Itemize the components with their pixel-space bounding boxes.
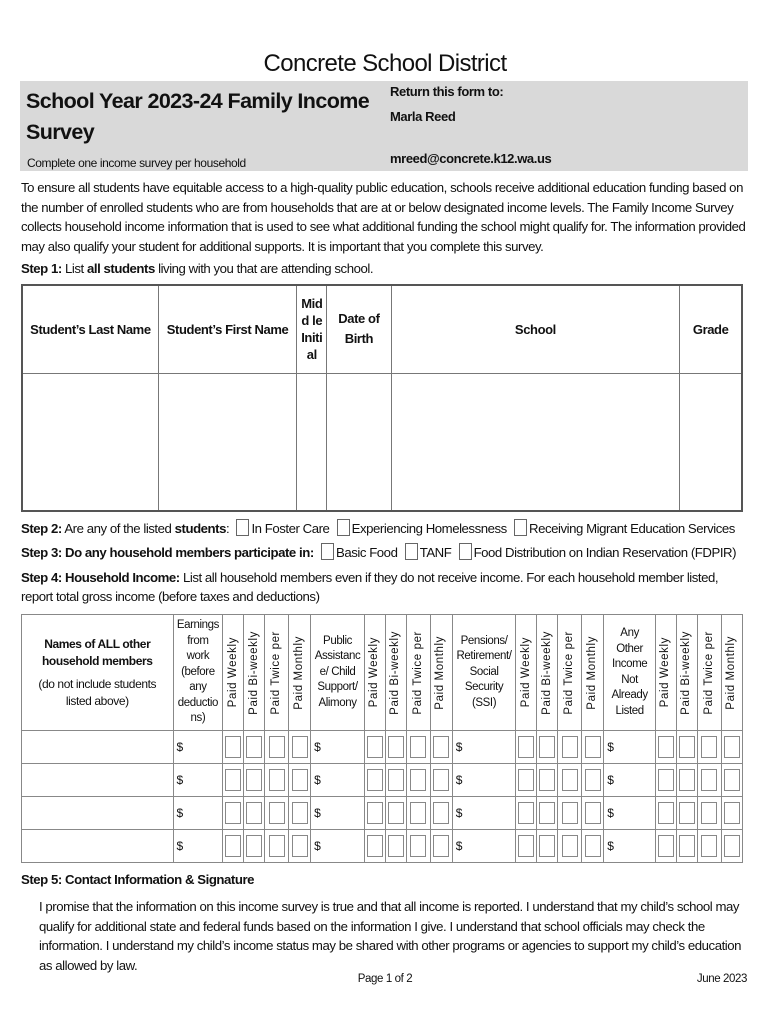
frequency-checkbox[interactable]	[724, 835, 740, 857]
frequency-checkbox[interactable]	[701, 802, 717, 824]
frequency-label: Paid Bi-weekly	[389, 630, 402, 715]
income-type-label: Any Other Income Not Already Listed	[611, 627, 648, 717]
income-amount-cell[interactable]: $	[452, 731, 516, 764]
frequency-cell	[244, 830, 265, 863]
frequency-cell	[364, 830, 385, 863]
step1-text-pre: List	[65, 261, 87, 276]
income-type-label: Public Assistance/ Child Support/ Alimony	[314, 634, 361, 709]
col-frequency	[721, 615, 742, 731]
frequency-checkbox[interactable]	[269, 835, 285, 857]
frequency-label: Paid Twice per	[269, 630, 282, 715]
frequency-checkbox[interactable]	[539, 835, 555, 857]
form-subtitle: Complete one income survey per household	[27, 156, 246, 170]
frequency-checkbox[interactable]	[724, 802, 740, 824]
frequency-checkbox[interactable]	[562, 802, 578, 824]
student-entry-cell[interactable]	[391, 373, 680, 511]
step1-text-post: living with you that are attending school.	[154, 261, 374, 276]
col-frequency	[406, 615, 430, 731]
step2-bold: students	[174, 521, 226, 536]
col-frequency	[582, 615, 604, 731]
income-amount-cell[interactable]: $	[311, 731, 365, 764]
frequency-label: Paid Twice per	[411, 630, 424, 715]
frequency-checkbox[interactable]	[433, 835, 449, 857]
frequency-checkbox[interactable]	[562, 769, 578, 791]
table-row	[22, 731, 743, 764]
frequency-cell	[676, 797, 697, 830]
col-dob-label: Date of Birth	[338, 311, 380, 347]
frequency-checkbox[interactable]	[585, 769, 601, 791]
frequency-cell	[430, 797, 452, 830]
step5-label	[21, 872, 254, 887]
income-table	[21, 614, 743, 863]
frequency-checkbox[interactable]	[292, 769, 308, 791]
frequency-cell	[406, 830, 430, 863]
frequency-cell	[582, 764, 604, 797]
frequency-checkbox[interactable]	[539, 769, 555, 791]
frequency-label: Paid Monthly	[292, 635, 305, 710]
frequency-checkbox[interactable]	[433, 802, 449, 824]
frequency-checkbox[interactable]	[225, 769, 241, 791]
frequency-cell	[364, 731, 385, 764]
student-entry-cell[interactable]	[158, 373, 296, 511]
foster-care-label: In Foster Care	[251, 521, 330, 536]
frequency-cell	[655, 764, 676, 797]
frequency-cell	[265, 830, 289, 863]
frequency-cell	[223, 731, 244, 764]
income-amount-cell[interactable]: $	[173, 797, 223, 830]
col-first-name: Student’s First Name	[158, 285, 296, 373]
income-amount-cell[interactable]: $	[311, 764, 365, 797]
col-household-names	[22, 615, 174, 731]
income-amount-cell[interactable]: $	[452, 764, 516, 797]
frequency-cell	[406, 764, 430, 797]
col-income-type	[173, 615, 223, 731]
frequency-cell	[244, 797, 265, 830]
frequency-checkbox[interactable]	[658, 802, 674, 824]
income-amount-cell[interactable]: $	[173, 764, 223, 797]
frequency-checkbox[interactable]	[433, 736, 449, 758]
migrant-checkbox[interactable]	[514, 519, 527, 536]
income-amount-cell[interactable]: $	[604, 731, 656, 764]
col-middle-initial	[297, 285, 327, 373]
step2-text: Are any of the listed	[61, 521, 175, 536]
frequency-checkbox[interactable]	[246, 736, 262, 758]
frequency-checkbox[interactable]	[701, 736, 717, 758]
frequency-checkbox[interactable]	[367, 835, 383, 857]
frequency-cell	[697, 830, 721, 863]
col-income-type	[452, 615, 516, 731]
frequency-cell	[721, 830, 742, 863]
return-email: mreed@concrete.k12.wa.us	[390, 151, 552, 166]
basic-food-checkbox[interactable]	[321, 543, 334, 560]
students-table	[21, 284, 743, 512]
col-income-type	[311, 615, 365, 731]
frequency-checkbox[interactable]	[269, 769, 285, 791]
income-amount-cell[interactable]: $	[311, 830, 365, 863]
frequency-label: Paid Twice per	[563, 630, 576, 715]
frequency-checkbox[interactable]	[246, 835, 262, 857]
frequency-label: Paid Monthly	[586, 635, 598, 710]
frequency-checkbox[interactable]	[585, 802, 601, 824]
frequency-cell	[655, 830, 676, 863]
frequency-cell	[265, 797, 289, 830]
frequency-checkbox[interactable]	[367, 769, 383, 791]
frequency-cell	[265, 764, 289, 797]
frequency-label: Paid Bi-weekly	[540, 630, 553, 715]
frequency-cell	[385, 731, 406, 764]
frequency-cell	[516, 731, 537, 764]
step1-bold: all students	[86, 261, 155, 276]
frequency-checkbox[interactable]	[679, 802, 695, 824]
col-frequency	[385, 615, 406, 731]
frequency-cell	[676, 830, 697, 863]
col-grade: Grade	[680, 285, 742, 373]
frequency-checkbox[interactable]	[724, 769, 740, 791]
tanf-label: TANF	[419, 545, 452, 560]
frequency-cell	[244, 764, 265, 797]
table-row	[22, 797, 743, 830]
frequency-checkbox[interactable]	[518, 802, 534, 824]
step3-label: Step 3: Do any household members participate in:	[21, 545, 314, 560]
frequency-checkbox[interactable]	[269, 736, 285, 758]
step2-colon: :	[226, 521, 230, 536]
frequency-cell	[558, 731, 582, 764]
frequency-cell	[430, 830, 452, 863]
col-frequency	[244, 615, 265, 731]
col-school: School	[391, 285, 680, 373]
frequency-cell	[223, 797, 244, 830]
frequency-checkbox[interactable]	[246, 769, 262, 791]
frequency-checkbox[interactable]	[225, 802, 241, 824]
homelessness-label: Experiencing Homelessness	[351, 521, 507, 536]
frequency-checkbox[interactable]	[701, 835, 717, 857]
frequency-checkbox[interactable]	[433, 769, 449, 791]
col-frequency	[430, 615, 452, 731]
frequency-checkbox[interactable]	[367, 802, 383, 824]
frequency-label: Paid Weekly	[368, 637, 381, 708]
frequency-cell	[516, 764, 537, 797]
frequency-label: Paid Weekly	[519, 637, 532, 708]
income-amount-cell[interactable]: $	[604, 797, 656, 830]
frequency-label: Paid Twice per	[702, 630, 715, 715]
frequency-cell	[289, 764, 311, 797]
col-frequency	[289, 615, 311, 731]
frequency-label: Paid Monthly	[725, 635, 738, 710]
frequency-cell	[385, 797, 406, 830]
income-amount-cell[interactable]: $	[452, 797, 516, 830]
income-amount-cell[interactable]: $	[311, 797, 365, 830]
income-type-label: Pensions/ Retirement/ Social Security (SSI)	[456, 634, 512, 709]
frequency-cell	[289, 830, 311, 863]
frequency-checkbox[interactable]	[225, 835, 241, 857]
homelessness-checkbox[interactable]	[337, 519, 350, 536]
table-row	[22, 830, 743, 863]
frequency-checkbox[interactable]	[724, 736, 740, 758]
frequency-cell	[516, 830, 537, 863]
frequency-checkbox[interactable]	[410, 736, 426, 758]
frequency-cell	[244, 731, 265, 764]
migrant-label: Receiving Migrant Education Services	[529, 521, 735, 536]
frequency-cell	[364, 797, 385, 830]
tanf-checkbox[interactable]	[405, 543, 418, 560]
step1-label: Step 1:	[21, 261, 62, 276]
frequency-checkbox[interactable]	[658, 835, 674, 857]
frequency-cell	[537, 764, 558, 797]
frequency-checkbox[interactable]	[701, 769, 717, 791]
frequency-cell	[385, 764, 406, 797]
frequency-label: Paid Bi-weekly	[247, 630, 260, 715]
frequency-cell	[721, 797, 742, 830]
frequency-cell	[364, 764, 385, 797]
household-member-name-cell[interactable]	[22, 830, 174, 863]
frequency-cell	[655, 797, 676, 830]
col-frequency	[516, 615, 537, 731]
household-member-name-cell[interactable]	[22, 731, 174, 764]
frequency-cell	[406, 731, 430, 764]
step3-question	[21, 543, 736, 560]
frequency-cell	[721, 731, 742, 764]
page-number: Page 1 of 2	[357, 973, 413, 985]
step2-question	[21, 519, 735, 536]
foster-care-checkbox[interactable]	[236, 519, 249, 536]
return-name: Marla Reed	[390, 109, 456, 124]
col-frequency	[537, 615, 558, 731]
col-dob	[327, 285, 391, 373]
frequency-cell	[582, 797, 604, 830]
frequency-cell	[721, 764, 742, 797]
form-header	[20, 81, 748, 171]
step4-instruction	[21, 568, 749, 606]
form-title: School Year 2023-24 Family Income Survey	[26, 89, 370, 144]
frequency-checkbox[interactable]	[679, 736, 695, 758]
frequency-checkbox[interactable]	[410, 835, 426, 857]
frequency-cell	[223, 830, 244, 863]
frequency-label: Paid Weekly	[226, 637, 239, 708]
intro-paragraph: To ensure all students have equitable access to a high-quality public education, schools receive additional education funding based on the number of enrolled students who are from households that are at or below designated income levels. The Family Income Survey collects household income information that is used to see what additional funding the school might qualify for. The information provided may also qualify your student for additional supports. It is important that you complete this survey.	[21, 180, 746, 254]
step5-label-text: Step 5: Contact Information & Signature	[21, 872, 255, 887]
income-amount-cell[interactable]: $	[452, 830, 516, 863]
frequency-checkbox[interactable]	[388, 736, 404, 758]
frequency-checkbox[interactable]	[292, 802, 308, 824]
names-note: (do not include students listed above)	[38, 676, 157, 708]
frequency-cell	[676, 764, 697, 797]
frequency-cell	[582, 731, 604, 764]
footer-date: June 2023	[696, 973, 747, 985]
frequency-cell	[558, 797, 582, 830]
basic-food-label: Basic Food	[335, 545, 398, 560]
frequency-cell	[558, 764, 582, 797]
frequency-cell	[697, 764, 721, 797]
frequency-cell	[537, 797, 558, 830]
frequency-cell	[430, 764, 452, 797]
frequency-label: Paid Monthly	[434, 635, 447, 710]
frequency-cell	[289, 731, 311, 764]
fdpir-label: Food Distribution on Indian Reservation (FDPIR)	[473, 545, 737, 560]
frequency-cell	[385, 830, 406, 863]
frequency-cell	[289, 797, 311, 830]
frequency-checkbox[interactable]	[388, 835, 404, 857]
frequency-cell	[537, 830, 558, 863]
col-frequency	[364, 615, 385, 731]
frequency-checkbox[interactable]	[388, 802, 404, 824]
frequency-checkbox[interactable]	[539, 736, 555, 758]
income-amount-cell[interactable]: $	[604, 764, 656, 797]
frequency-checkbox[interactable]	[562, 835, 578, 857]
frequency-checkbox[interactable]	[539, 802, 555, 824]
col-frequency	[697, 615, 721, 731]
frequency-checkbox[interactable]	[658, 736, 674, 758]
frequency-cell	[430, 731, 452, 764]
frequency-checkbox[interactable]	[246, 802, 262, 824]
frequency-cell	[655, 731, 676, 764]
income-amount-cell[interactable]: $	[173, 731, 223, 764]
frequency-cell	[223, 764, 244, 797]
step2-label: Step 2:	[21, 521, 62, 536]
frequency-checkbox[interactable]	[679, 769, 695, 791]
promise-statement: I promise that the information on this income survey is true and that all income is reported. I understand that my child’s school may qualify for additional state and federal funds based on the information I give. I understand that school officials may check the information. I understand my child’s income status may be shared with other programs or agencies to support my child’s education as allowed by law.	[39, 899, 742, 973]
names-header: Names of ALL other household members	[41, 636, 153, 668]
household-member-name-cell[interactable]	[22, 797, 174, 830]
frequency-cell	[582, 830, 604, 863]
col-income-type	[604, 615, 656, 731]
frequency-cell	[537, 731, 558, 764]
col-frequency	[655, 615, 676, 731]
frequency-checkbox[interactable]	[225, 736, 241, 758]
col-frequency	[265, 615, 289, 731]
frequency-cell	[558, 830, 582, 863]
frequency-checkbox[interactable]	[679, 835, 695, 857]
district-name: Concrete School District	[263, 50, 507, 77]
frequency-cell	[265, 731, 289, 764]
col-frequency	[676, 615, 697, 731]
frequency-cell	[676, 731, 697, 764]
col-last-name: Student’s Last Name	[22, 285, 158, 373]
frequency-checkbox[interactable]	[410, 769, 426, 791]
frequency-cell	[516, 797, 537, 830]
step4-text: List all household members even if they do not receive income. For each household member listed, report total gross income (before taxes and deductions)	[21, 570, 719, 604]
step4-label: Step 4: Household Income:	[21, 570, 180, 585]
household-member-name-cell[interactable]	[22, 764, 174, 797]
student-entry-cell[interactable]	[297, 373, 327, 511]
fdpir-checkbox[interactable]	[459, 543, 472, 560]
frequency-label: Paid Bi-weekly	[680, 630, 693, 715]
frequency-checkbox[interactable]	[658, 769, 674, 791]
frequency-checkbox[interactable]	[269, 802, 285, 824]
frequency-checkbox[interactable]	[562, 736, 578, 758]
student-entry-cell[interactable]	[22, 373, 158, 511]
frequency-cell	[697, 797, 721, 830]
frequency-checkbox[interactable]	[292, 835, 308, 857]
frequency-checkbox[interactable]	[518, 835, 534, 857]
frequency-cell	[697, 731, 721, 764]
col-middle-initial-label: Midd le Initi al	[301, 296, 323, 363]
frequency-label: Paid Weekly	[659, 637, 672, 708]
frequency-checkbox[interactable]	[585, 835, 601, 857]
frequency-checkbox[interactable]	[388, 769, 404, 791]
frequency-checkbox[interactable]	[585, 736, 601, 758]
frequency-checkbox[interactable]	[410, 802, 426, 824]
step1-instruction	[21, 261, 373, 276]
income-type-label: Earnings from work (before any deductions)	[176, 619, 220, 725]
income-amount-cell[interactable]: $	[604, 830, 656, 863]
return-label: Return this form to:	[390, 84, 504, 99]
col-frequency	[558, 615, 582, 731]
student-entry-cell[interactable]	[680, 373, 742, 511]
income-amount-cell[interactable]: $	[173, 830, 223, 863]
frequency-cell	[406, 797, 430, 830]
frequency-checkbox[interactable]	[367, 736, 383, 758]
frequency-checkbox[interactable]	[518, 769, 534, 791]
frequency-checkbox[interactable]	[518, 736, 534, 758]
table-row	[22, 764, 743, 797]
student-entry-cell[interactable]	[327, 373, 391, 511]
frequency-checkbox[interactable]	[292, 736, 308, 758]
col-frequency	[223, 615, 244, 731]
